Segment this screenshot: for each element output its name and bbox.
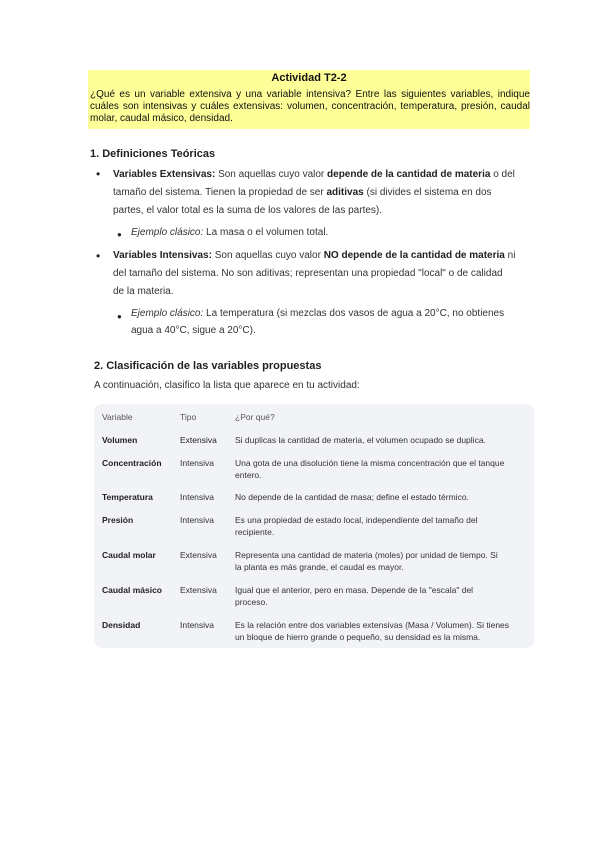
extensive-line1: Variables Extensivas: Son aquellas cuyo valor depende de la cantidad de materia o del xyxy=(113,169,515,180)
table-row-why-cont: la planta es más grande, el caudal es mayor. xyxy=(235,562,404,572)
table-row-tipo: Extensiva xyxy=(180,435,217,445)
table-row-why: Es la relación entre dos variables extensivas (Masa / Volumen). Si tienes xyxy=(235,620,510,630)
intensive-example-line2: agua a 40°C, sigue a 20°C). xyxy=(131,325,256,336)
table-row-variable: Concentración xyxy=(102,458,162,468)
header-por-que: ¿Por qué? xyxy=(235,412,275,422)
extensive-line2: tamaño del sistema. Tienen la propiedad de ser aditivas (si divides el sistema en dos xyxy=(113,187,492,198)
header-tipo: Tipo xyxy=(180,412,197,422)
section1-heading: 1. Definiciones Teóricas xyxy=(90,148,216,160)
table-row-why-cont: un bloque de hierro grande o pequeño, su densidad es la misma. xyxy=(235,632,481,642)
table-row-tipo: Intensiva xyxy=(180,620,215,630)
table-row-variable: Presión xyxy=(102,515,134,525)
extensive-label: Variables Extensivas: xyxy=(113,169,216,180)
table-row-tipo: Intensiva xyxy=(180,458,215,468)
table-row-tipo: Intensiva xyxy=(180,515,215,525)
sub-bullet-dot: ● xyxy=(117,230,122,239)
intensive-line1: Variables Intensivas: Son aquellas cuyo valor NO depende de la cantidad de materia ni xyxy=(113,250,516,261)
table-row-variable: Volumen xyxy=(102,435,138,445)
intensive-line3: de la materia. xyxy=(113,286,174,297)
bullet-dot: • xyxy=(96,167,101,181)
sub-bullet-dot: ● xyxy=(117,312,122,321)
bullet-dot: • xyxy=(96,249,101,263)
table-row-why: Una gota de una disolución tiene la misma concentración que el tanque xyxy=(235,458,505,468)
table-row-tipo: Extensiva xyxy=(180,585,217,595)
table-row-why: Es una propiedad de estado local, independiente del tamaño del xyxy=(235,515,478,525)
table-row-why-cont: entero. xyxy=(235,470,262,480)
header-variable: Variable xyxy=(102,412,133,422)
intensive-example: Ejemplo clásico: La temperatura (si mezclas dos vasos de agua a 20°C, no obtienes xyxy=(131,308,505,319)
classification-table xyxy=(94,404,534,648)
table-row-why: Si duplicas la cantidad de materia, el volumen ocupado se duplica. xyxy=(235,435,486,445)
table-row-variable: Temperatura xyxy=(102,492,153,502)
extensive-example: Ejemplo clásico: La masa o el volumen total. xyxy=(131,227,329,238)
table-row-why: Representa una cantidad de materia (moles) por unidad de tiempo. Si xyxy=(235,550,498,560)
section2-intro: A continuación, clasifico la lista que aparece en tu actividad: xyxy=(94,380,360,391)
activity-title: Actividad T2-2 xyxy=(271,72,347,84)
section2-heading: 2. Clasificación de las variables propuestas xyxy=(94,360,322,372)
table-row-variable: Densidad xyxy=(102,620,141,630)
table-row-why-cont: recipiente. xyxy=(235,527,275,537)
table-row-tipo: Intensiva xyxy=(180,492,215,502)
extensive-line3: partes, el valor total es la suma de los valores de las partes). xyxy=(113,205,383,216)
intensive-label: Variables Intensivas: xyxy=(113,250,212,261)
table-row-why-cont: proceso. xyxy=(235,597,268,607)
intensive-line2: del tamaño del sistema. No son aditivas; representan una propiedad "local" o de calidad xyxy=(113,268,503,279)
table-row-why: Igual que el anterior, pero en masa. Depende de la "escala" del xyxy=(235,585,474,595)
table-row-why: No depende de la cantidad de masa; define el estado térmico. xyxy=(235,492,469,502)
table-row-variable: Caudal molar xyxy=(102,550,156,560)
table-row-variable: Caudal másico xyxy=(102,585,162,595)
table-row-tipo: Extensiva xyxy=(180,550,217,560)
activity-question: ¿Qué es un variable extensiva y una variable intensiva? Entre las siguientes variables, indique cuáles son intensivas y cuáles extensivas: volumen, concentración, temperatura, presión, caudal molar, caudal másico, densidad. xyxy=(90,89,530,124)
